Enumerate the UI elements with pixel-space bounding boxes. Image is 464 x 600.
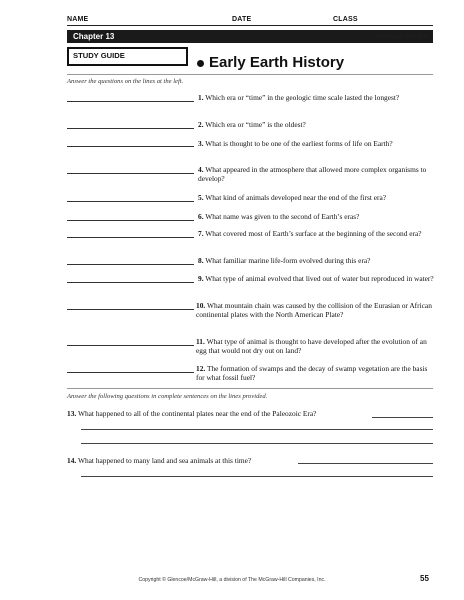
answer-line-5[interactable]: [67, 201, 194, 202]
class-label: CLASS: [333, 16, 358, 23]
question-number: 1.: [198, 93, 204, 102]
question-9: [198, 274, 434, 283]
text-pages: Text Pages 366–373: [376, 34, 428, 40]
question-number: 12.: [196, 364, 206, 373]
question-number: 4.: [198, 165, 204, 174]
bullet-icon: [197, 60, 204, 67]
chapter-label: Chapter 13: [73, 32, 115, 41]
answer-line-13-inline[interactable]: [372, 417, 433, 418]
answer-line-12[interactable]: [67, 372, 194, 373]
instructions-left: Answer the questions on the lines at the left.: [67, 78, 184, 85]
name-label: NAME: [67, 16, 89, 23]
question-text: What familiar marine life-form evolved during this era?: [205, 256, 371, 265]
instructions-sentences: Answer the following questions in complete sentences on the lines provided.: [67, 393, 268, 400]
answer-line-4[interactable]: [67, 173, 194, 174]
header-rule: [67, 25, 433, 26]
question-text: What name was given to the second of Earth’s eras?: [205, 212, 360, 221]
answer-line-11[interactable]: [67, 345, 194, 346]
answer-line-8[interactable]: [67, 264, 194, 265]
answer-line-2[interactable]: [67, 128, 194, 129]
question-text: Which era or “time” in the geologic time scale lasted the longest?: [205, 93, 400, 102]
answer-line-10[interactable]: [67, 309, 194, 310]
question-12: [196, 364, 434, 382]
answer-line-7[interactable]: [67, 237, 194, 238]
question-text: What kind of animals developed near the end of the first era?: [205, 193, 387, 202]
answer-line-1[interactable]: [67, 101, 194, 102]
page-number: 55: [420, 574, 429, 583]
question-text: Which era or “time” is the oldest?: [205, 120, 306, 129]
question-14: [67, 456, 299, 465]
title-rule: [67, 74, 433, 75]
question-number: 9.: [198, 274, 204, 283]
question-text: What happened to many land and sea animals at this time?: [77, 456, 252, 465]
question-number: 3.: [198, 139, 204, 148]
question-text: The formation of swamps and the decay of swamp vegetation are the basis for what fossil fuel?: [196, 364, 428, 382]
answer-line-13-b[interactable]: [81, 443, 433, 444]
question-number: 8.: [198, 256, 204, 265]
answer-line-3[interactable]: [67, 146, 194, 147]
question-number: 13.: [67, 409, 77, 418]
study-guide-label: STUDY GUIDE: [73, 51, 125, 60]
question-3: [198, 139, 434, 148]
answer-line-6[interactable]: [67, 220, 194, 221]
question-number: 2.: [198, 120, 204, 129]
question-number: 6.: [198, 212, 204, 221]
question-8: [198, 256, 434, 265]
section-rule: [67, 388, 433, 389]
question-2: [198, 120, 434, 129]
question-1: [198, 93, 434, 102]
date-label: DATE: [232, 16, 252, 23]
answer-line-13-a[interactable]: [81, 429, 433, 430]
question-text: What type of animal is thought to have developed after the evolution of an egg that would not dry out on land?: [196, 337, 427, 355]
question-text: What appeared in the atmosphere that allowed more complex organisms to develop?: [198, 165, 427, 183]
question-11: [196, 337, 434, 355]
answer-line-9[interactable]: [67, 282, 194, 283]
question-number: 5.: [198, 193, 204, 202]
question-text: What type of animal evolved that lived out of water but reproduced in water?: [205, 274, 434, 283]
question-text: What mountain chain was caused by the collision of the Eurasian or African continental plates with the North American Plate?: [196, 301, 432, 319]
question-number: 11.: [196, 337, 205, 346]
question-text: What covered most of Earth’s surface at the beginning of the second era?: [205, 229, 422, 238]
answer-line-14-inline[interactable]: [298, 463, 433, 464]
question-10: [196, 301, 434, 319]
question-7: [198, 229, 434, 238]
question-number: 14.: [67, 456, 77, 465]
question-text: What is thought to be one of the earliest forms of life on Earth?: [205, 139, 393, 148]
question-number: 7.: [198, 229, 204, 238]
copyright: Copyright © Glencoe/McGraw-Hill, a division of The McGraw-Hill Companies, Inc.: [138, 577, 326, 583]
question-5: [198, 193, 434, 202]
question-number: 10.: [196, 301, 206, 310]
page-title: Early Earth History: [209, 54, 345, 71]
question-6: [198, 212, 434, 221]
question-text: What happened to all of the continental plates near the end of the Paleozoic Era?: [77, 409, 317, 418]
answer-line-14-a[interactable]: [81, 476, 433, 477]
question-4: [198, 165, 434, 183]
question-13: [67, 409, 367, 418]
